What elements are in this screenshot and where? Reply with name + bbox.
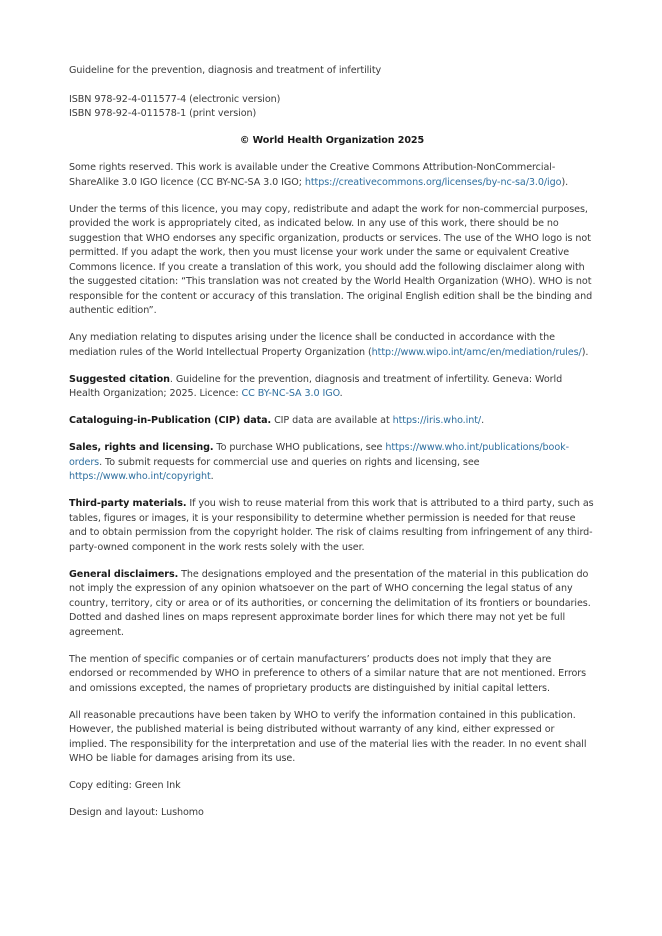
mediation-paragraph [69,331,595,360]
sales-heading: Sales, rights and licensing. [69,442,214,453]
publication-title-line: Guideline for the prevention, diagnosis and treatment of infertility [69,65,382,76]
copyright-link[interactable]: https://www.who.int/copyright [69,471,211,482]
precautions-paragraph: All reasonable precautions have been taken by WHO to verify the information contained in this publication. However, the published material is being distributed without warranty of any kind, either expressed or implied. The responsibility for the interpretation and use of the material lies with the reader. In no event shall WHO be liable for damages arising from its use. [69,709,587,764]
citation-text: . Guideline for the prevention, diagnosis and treatment of infertility. Geneva: World Health Organization; 2025. Licence: [69,373,563,399]
mediation-text: Any mediation relating to disputes arising under the licence shall be conducted in accordance with the mediation rules of the World Intellectual Property Organization ( [69,332,555,358]
licence-terms-paragraph: Under the terms of this licence, you may copy, redistribute and adapt the work for non-commercial purposes, provided the work is appropriately cited, as indicated below. In any use of this work, there should be no suggestion that WHO endorses any specific organization, products or services. The use of the WHO logo is not permitted. If you adapt the work, then you must license your work under the same or equivalent Creative Commons licence. If you create a translation of this work, you should add the following disclaimer along with the suggested citation: “This translation was not created by the World Health Organization (WHO). WHO is not responsible for the content or accuracy of this translation. The original English edition shall be the binding and authentic edition”. [69,203,593,316]
mediation-text-end: ). [581,346,589,358]
cip-heading: Cataloguing-in-Publication (CIP) data. [69,415,272,426]
book-orders-link[interactable]: https://www.who.int/publications/book-orders [69,442,569,468]
copy-editing-credit: Copy editing: Green Ink [69,780,181,791]
disclaimers-heading: General disclaimers. [69,568,179,580]
copyright-notice: © World Health Organization 2025 [239,135,425,146]
cip-paragraph [69,414,595,429]
licence-link[interactable]: CC BY-NC-SA 3.0 IGO [241,388,340,399]
design-layout-credit: Design and layout: Lushomo [69,807,204,818]
isbn-print: ISBN 978-92-4-011578-1 (print version) [69,108,257,119]
disclaimers-paragraph [69,568,595,641]
wipo-mediation-link[interactable]: http://www.wipo.int/amc/en/mediation/rules/ [371,346,582,358]
creative-commons-link[interactable]: https://creativecommons.org/licenses/by-nc-sa/3.0/igo [304,176,562,188]
sales-text-middle: . To submit requests for commercial use and queries on rights and licensing, see [99,456,480,468]
isbn-electronic: ISBN 978-92-4-011577-4 (electronic version) [69,93,281,105]
third-party-paragraph [69,497,595,555]
third-party-text: If you wish to reuse material from this work that is attributed to a third party, such as tables, figures or images, it is your responsibility to determine whether permission is needed for that reuse and to obtain permission from the copyright holder. The risk of claims resulting from infringement of any third-party-owned component in the work rests solely with the user. [69,498,594,553]
rights-paragraph [69,161,595,190]
third-party-heading: Third-party materials. [69,498,187,509]
cip-text: CIP data are available at [271,415,393,426]
rights-text: Some rights reserved. This work is available under the Creative Commons Attribution-NonCommercial-ShareAlike 3.0 IGO licence (CC BY-NC-SA 3.0 IGO; [69,162,556,188]
disclaimers-text: The designations employed and the presentation of the material in this publication do not imply the expression of any opinion whatsoever on the part of WHO concerning the legal status of any country, territory, city or area or of its authorities, or concerning the delimitation of its frontiers or boundaries. Dotted and dashed lines on maps represent approximate border lines for which there may not yet be full agreement. [69,568,591,638]
sales-text: To purchase WHO publications, see [213,442,386,453]
sales-text-end: . [210,471,214,482]
citation-text-end: . [339,388,343,399]
copyright-page [69,64,595,833]
citation-paragraph [69,373,595,402]
citation-heading: Suggested citation [69,373,170,385]
sales-paragraph [69,441,595,485]
companies-paragraph: The mention of specific companies or of certain manufacturers’ products does not imply that they are endorsed or recommended by WHO in preference to others of a similar nature that are not mentioned. Errors and omissions excepted, the names of proprietary products are distinguished by initial capital letters. [69,653,587,694]
cip-text-end: . [481,415,485,426]
isbn-block [69,93,595,122]
rights-text-end: ). [561,176,569,188]
iris-link[interactable]: https://iris.who.int/ [392,415,482,426]
